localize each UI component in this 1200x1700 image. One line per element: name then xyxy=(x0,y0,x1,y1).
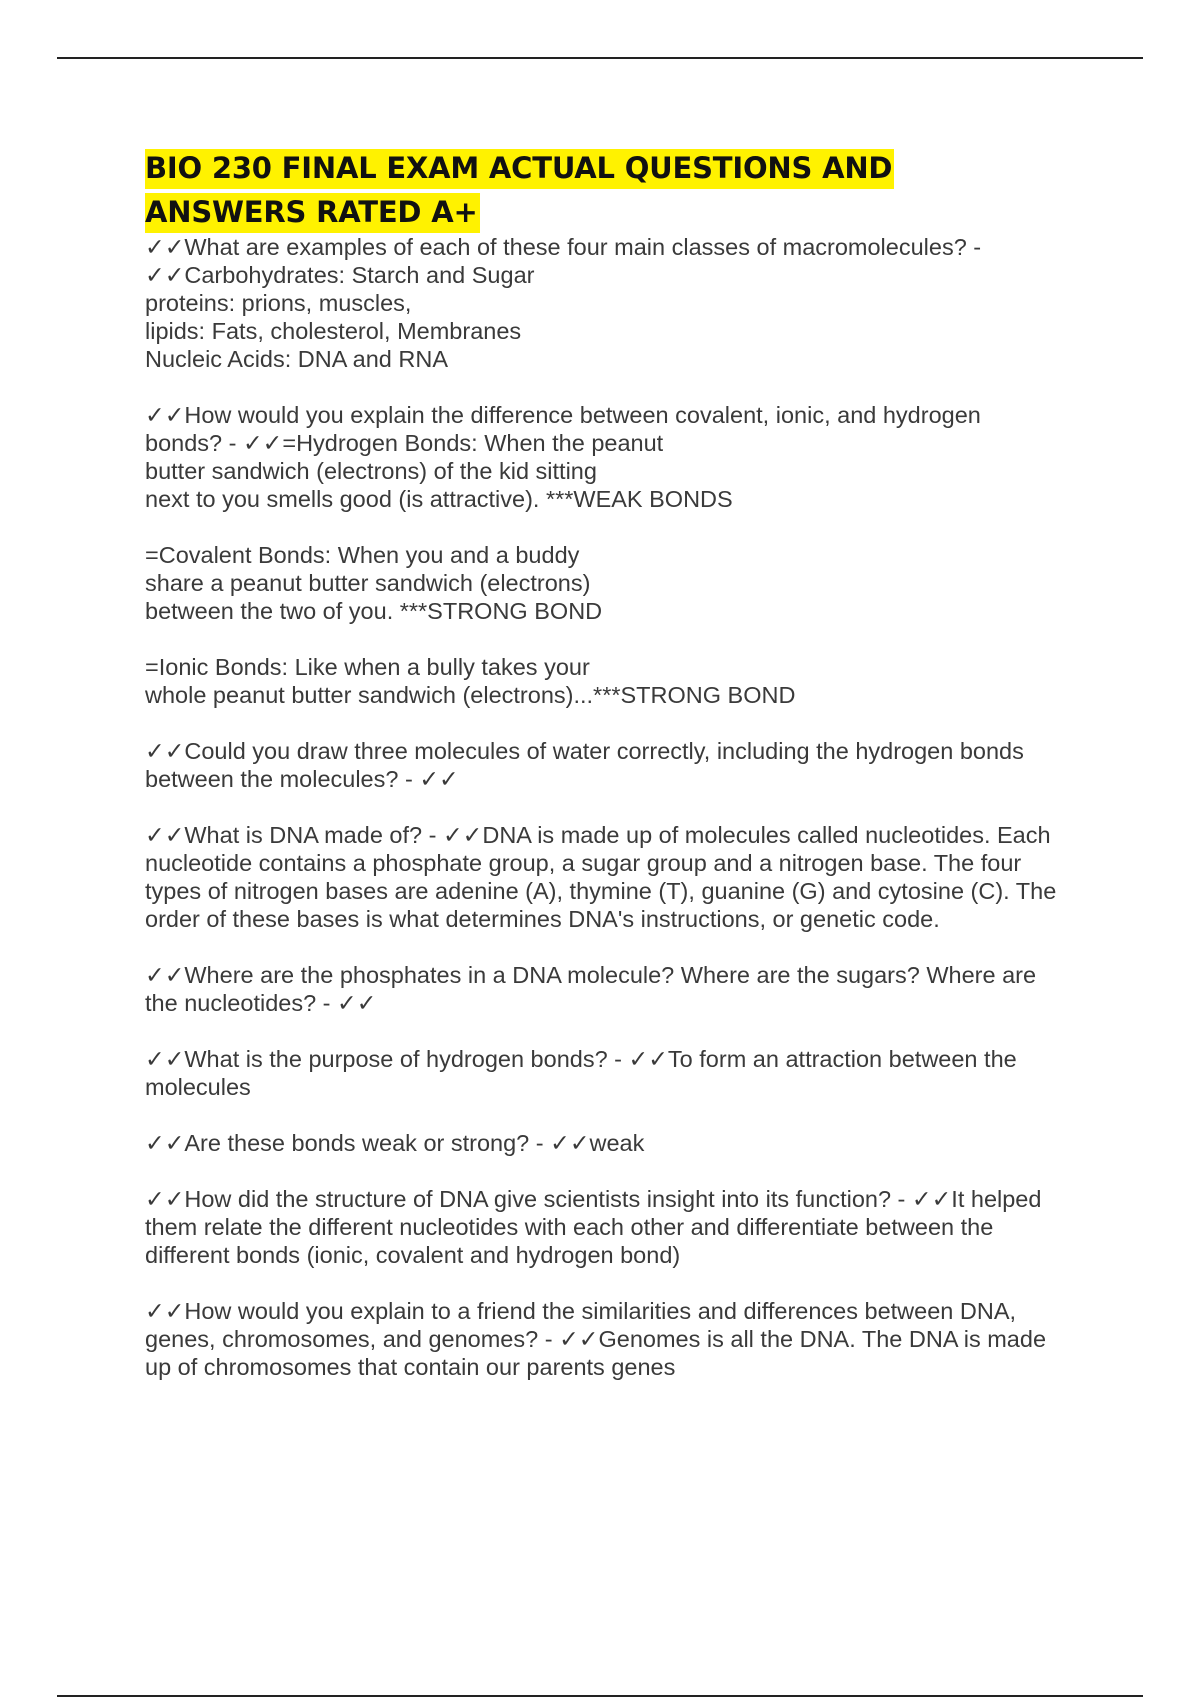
qa-line: types of nitrogen bases are adenine (A), thymine (T), guanine (G) and cytosine (C). The xyxy=(145,878,1057,904)
qa-block-hydrogen-purpose xyxy=(145,1045,1095,1101)
qa-line: proteins: prions, muscles, xyxy=(145,290,412,316)
qa-line: Nucleic Acids: DNA and RNA xyxy=(145,346,449,372)
qa-block-bond-types xyxy=(145,401,1095,513)
qa-line: ✓✓How would you explain the difference between covalent, ionic, and hydrogen xyxy=(145,402,981,428)
qa-line: bonds? - ✓✓=Hydrogen Bonds: When the peanut xyxy=(145,430,664,456)
qa-line: genes, chromosomes, and genomes? - ✓✓Genomes is all the DNA. The DNA is made xyxy=(145,1326,1047,1352)
qa-line: ✓✓How did the structure of DNA give scientists insight into its function? - ✓✓It helped xyxy=(145,1186,1042,1212)
qa-block-bond-strength xyxy=(145,1129,1095,1157)
qa-line: different bonds (ionic, covalent and hydrogen bond) xyxy=(145,1242,681,1268)
footer-rule xyxy=(57,1695,1143,1697)
header-rule xyxy=(57,57,1143,59)
qa-block-covalent xyxy=(145,541,1095,625)
title-line-2: ANSWERS RATED A+ xyxy=(145,193,480,233)
qa-block-genomes xyxy=(145,1297,1095,1381)
qa-line: ✓✓What is DNA made of? - ✓✓DNA is made up of molecules called nucleotides. Each xyxy=(145,822,1051,848)
qa-line: them relate the different nucleotides with each other and differentiate between the xyxy=(145,1214,994,1240)
qa-line: molecules xyxy=(145,1074,251,1100)
qa-line: next to you smells good (is attractive). ***WEAK BONDS xyxy=(145,486,733,512)
qa-block-ionic xyxy=(145,653,1095,709)
qa-block-dna-composition xyxy=(145,821,1095,933)
qa-line: ✓✓Could you draw three molecules of water correctly, including the hydrogen bonds xyxy=(145,738,1024,764)
qa-line: ✓✓Carbohydrates: Starch and Sugar xyxy=(145,262,535,288)
qa-line: =Covalent Bonds: When you and a buddy xyxy=(145,542,580,568)
qa-block-dna-structure xyxy=(145,961,1095,1017)
qa-block-macromolecules xyxy=(145,233,1095,373)
qa-line: between the two of you. ***STRONG BOND xyxy=(145,598,603,624)
qa-line: ✓✓What are examples of each of these four main classes of macromolecules? - xyxy=(145,234,982,260)
qa-line: ✓✓What is the purpose of hydrogen bonds? - ✓✓To form an attraction between the xyxy=(145,1046,1017,1072)
qa-line: =Ionic Bonds: Like when a bully takes your xyxy=(145,654,590,680)
qa-content xyxy=(145,233,1095,1381)
qa-line: the nucleotides? - ✓✓ xyxy=(145,990,377,1016)
qa-line: ✓✓How would you explain to a friend the similarities and differences between DNA, xyxy=(145,1298,1017,1324)
qa-line: ✓✓Where are the phosphates in a DNA molecule? Where are the sugars? Where are xyxy=(145,962,1037,988)
qa-block-dna-function xyxy=(145,1185,1095,1269)
qa-line: butter sandwich (electrons) of the kid sitting xyxy=(145,458,597,484)
qa-line: between the molecules? - ✓✓ xyxy=(145,766,459,792)
document-title xyxy=(145,146,1045,234)
qa-line: nucleotide contains a phosphate group, a sugar group and a nitrogen base. The four xyxy=(145,850,1022,876)
qa-line: whole peanut butter sandwich (electrons)...***STRONG BOND xyxy=(145,682,796,708)
qa-line: lipids: Fats, cholesterol, Membranes xyxy=(145,318,522,344)
qa-line: order of these bases is what determines DNA's instructions, or genetic code. xyxy=(145,906,940,932)
qa-line: share a peanut butter sandwich (electrons) xyxy=(145,570,591,596)
title-line-1: BIO 230 FINAL EXAM ACTUAL QUESTIONS AND xyxy=(145,149,894,189)
qa-line: ✓✓Are these bonds weak or strong? - ✓✓weak xyxy=(145,1130,645,1156)
qa-block-water xyxy=(145,737,1095,793)
qa-line: up of chromosomes that contain our parents genes xyxy=(145,1354,676,1380)
